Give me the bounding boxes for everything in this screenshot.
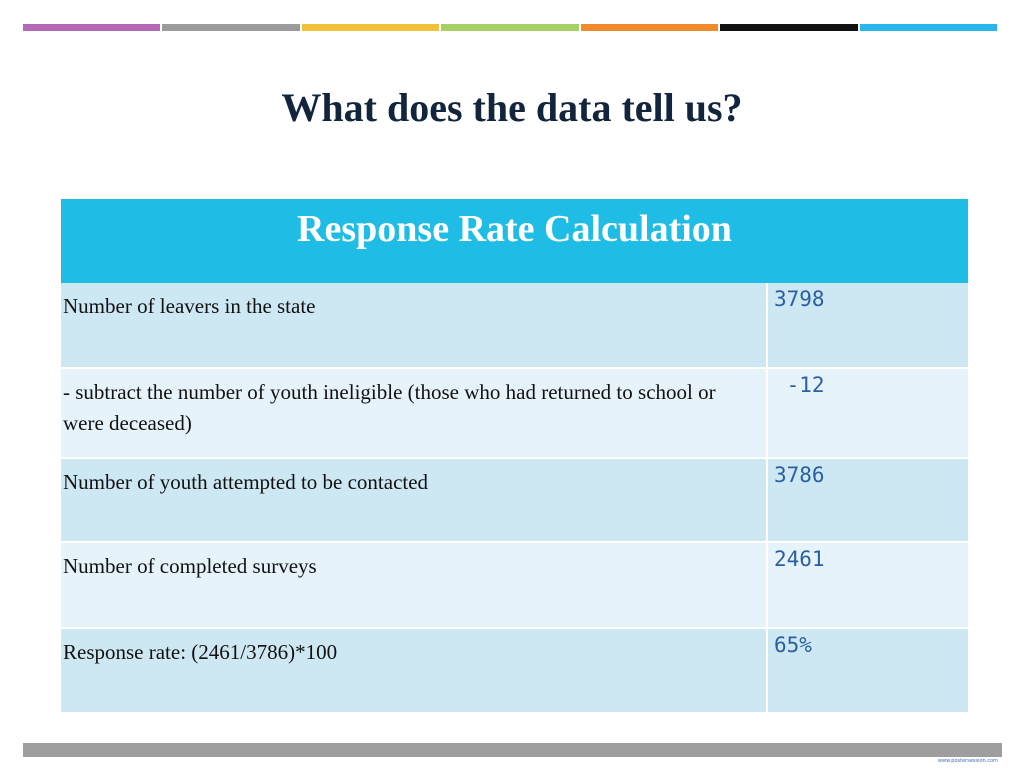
- table-header: Response Rate Calculation: [61, 199, 968, 283]
- response-rate-table: [61, 199, 968, 712]
- row-value: -12: [767, 368, 968, 458]
- color-bar-segment: [23, 24, 160, 31]
- color-bar-segment: [441, 24, 578, 31]
- slide-title: What does the data tell us?: [281, 85, 743, 130]
- color-bar-segment: [302, 24, 439, 31]
- row-value: 65%: [767, 628, 968, 712]
- row-value: 3798: [767, 283, 968, 368]
- color-bar-segment: [860, 24, 997, 31]
- table-row: [61, 542, 968, 628]
- row-label: Number of leavers in the state: [61, 283, 767, 368]
- color-bar-segment: [581, 24, 718, 31]
- table-row: [61, 283, 968, 368]
- footer-link[interactable]: www.postersession.com: [937, 758, 998, 764]
- row-value: 2461: [767, 542, 968, 628]
- row-value: 3786: [767, 458, 968, 542]
- table-row: [61, 628, 968, 712]
- bottom-gray-bar: [23, 743, 1002, 757]
- row-label: Number of youth attempted to be contacted: [61, 458, 767, 542]
- color-bar-segment: [162, 24, 299, 31]
- top-color-bar: [23, 24, 997, 31]
- color-bar-segment: [720, 24, 857, 31]
- table-row: [61, 368, 968, 458]
- table-row: [61, 458, 968, 542]
- row-label: - subtract the number of youth ineligible (those who had returned to school or were deceased): [61, 368, 767, 458]
- row-label: Response rate: (2461/3786)*100: [61, 628, 767, 712]
- row-label: Number of completed surveys: [61, 542, 767, 628]
